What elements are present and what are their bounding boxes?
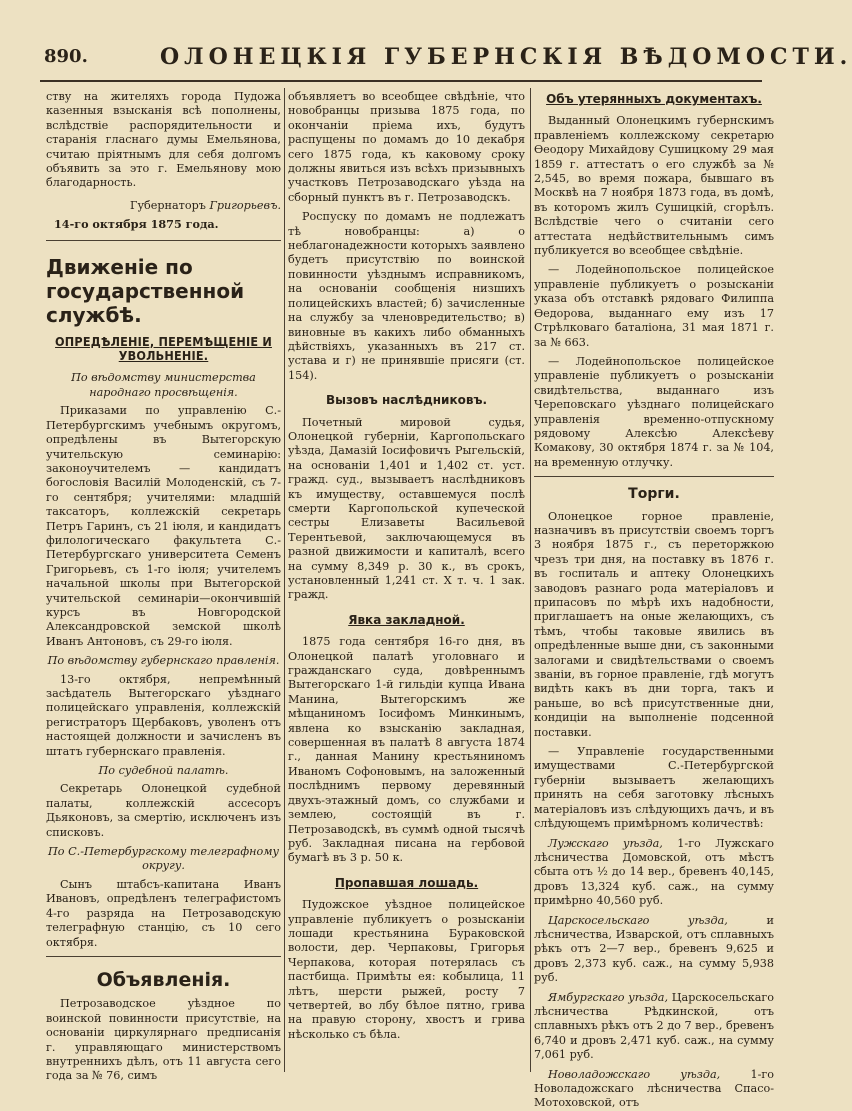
paragraph: 13-го октября, непремѣнный засѣдатель Вытегорскаго уѣзднаго полицейскаго управленія, коллежскій регистраторъ Щербаковъ, уволенъ отъ настоящей должности и зачисленъ въ штатъ губернскаго правленія. (46, 672, 281, 758)
signature-title: Губернаторъ (130, 198, 206, 212)
divider (46, 240, 281, 241)
section-heading: Объ утерянныхъ документахъ. (546, 92, 762, 106)
signature-name: Григорьевъ. (209, 198, 281, 212)
column-divider-1 (284, 88, 285, 1072)
paragraph: Выданный Олонецкимъ губернскимъ правленіемъ коллежскому секретарю Ѳеодору Михайдову Сушицкому 29 мая 1859 г. аттестатъ о его службѣ за № 2,545, во время пожара, бывшаго въ Москвѣ на 7 ноября 1873 года, въ домѣ, въ которомъ жилъ Сушицкій, сгорѣлъ. Вслѣдствіе чего о считаніи сего аттестата недѣйствительнымъ симъ публикуется во всеобщее свѣдѣніе. (534, 114, 774, 258)
paragraph-text: Царскосельскаго лѣсничества Рѣдкинской, отъ сплавныхъ рѣкъ отъ 2 до 7 вер., бревенъ 6,740 и дровъ 2,471 куб. саж., на сумму 7,061 руб. (534, 990, 774, 1062)
section-heading: Вызовъ наслѣдниковъ. (325, 393, 488, 408)
column-3 (534, 90, 775, 1110)
column-divider-2 (530, 88, 531, 1072)
section-heading: Пропавшая лошадь. (334, 875, 479, 890)
district-name: Царскосельскаго уѣзда, (548, 913, 728, 927)
paragraph (534, 837, 774, 909)
paragraph: Сынъ штабсъ-капитана Иванъ Ивановъ, опредѣленъ телеграфистомъ 4-го разряда на Петрозаводскую телеграфную станцію, съ 10 сего октября. (46, 877, 281, 949)
date-line: 14-го октября 1875 года. (54, 217, 219, 232)
paragraph: 1875 года сентября 16-го дня, въ Олонецкой палатѣ уголовнаго и гражданскаго суда, довѣреннымъ Вытегорскаго 1-й гильдіи купца Ивана Манина, Вытегорскимъ же мѣщаниномъ Іосифомъ Минкинымъ, явлена ко взысканію закладная, совершенная въ палатѣ 8 августа 1874 г., данная Манину крестьяниномъ Иваномъ Софоновымъ, на заложенный послѣднимъ первому деревянный двухъ-этажный домъ, со службами и землею, состоящій въ г. Петрозаводскѣ, въ суммѣ одной тысячѣ руб. Закладная писана на гербовой бумагѣ въ 3 р. 50 к. (288, 635, 525, 865)
page-number: 890. (44, 46, 88, 67)
paragraph (534, 991, 774, 1063)
paragraph: Петрозаводское уѣздное по воинской повинности присутствіе, на основаніи циркулярнаго предписанія г. управляющаго министерствомъ внутреннихъ дѣлъ, отъ 11 августа сего года за № 76, симъ (46, 997, 281, 1083)
paragraph: Приказами по управленію С.-Петербургскимъ учебнымъ округомъ, опредѣлены въ Вытегорскую учительскую семинарію: законоучителемъ — кандидатъ богословія Василій Молоденскій, съ 7-го сентября; учителями: младшій таксаторъ, коллежскій секретарь Петръ Гаринъ, съ 21 іюля, и кандидатъ филологическаго факультета С.-Петербургскаго университета Семенъ Григорьевъ, съ 1-го іюля; учителемъ начальной школы при Вытегорской учительской семинаріи—окончившій курсъ въ Новгородской Александровской земской школѣ Иванъ Антоновъ, съ 29-го іюля. (46, 404, 281, 648)
section-title: Движеніе по государственной службѣ. (46, 254, 245, 327)
header-rule (40, 80, 762, 82)
district-name: Лужскаго уѣзда, (548, 836, 663, 850)
paragraph: — Лодейнопольское полицейское управленіе публикуетъ о розысканіи указа объ отставкѣ рядоваго Филиппа Ѳедорова, выданнаго ему изъ 17 Стрѣлковаго баталіона, 31 мая 1871 г. за № 663. (534, 263, 774, 349)
paragraph-text: 1-го Лужскаго лѣсничества Домовской, отъ мѣстъ сбыта отъ ½ до 14 вер., бревенъ 40,145, дровъ 13,324 куб. саж., на сумму примѣрно 40,560 руб. (534, 836, 774, 908)
divider (534, 476, 774, 477)
paragraph: Почетный мировой судья, Олонецкой губерніи, Каргопольскаго уѣзда, Дамазій Іосифовичъ Рыгельскій, на основаніи 1,401 и 1,402 ст. уст. гражд. суд., вызываетъ наслѣдниковъ къ имуществу, оставшемуся послѣ смерти Каргопольской купеческой сестры Елизаветы Васильевой Терентьевой, заключающемуся въ разной движимости и капиталѣ, всего на сумму 8,349 р. 30 к., въ срокъ, установленный 1,241 ст. X т. ч. 1 зак. гражд. (288, 415, 525, 602)
paragraph: — Управленіе государственными имуществами С.-Петербургской губерніи вызываетъ желающихъ принять на себя заготовку лѣсныхъ матеріаловъ изъ слѣдующихъ дачъ, и въ слѣдующемъ примѣрномъ количествѣ: (534, 745, 774, 831)
paragraph: Роспуску по домамъ не подлежатъ тѣ новобранцы: а) о неблагонадежности которыхъ заявлено будетъ присутствію по воинской повинности уѣзднымъ исправникомъ, на основаніи сообщенія низшихъ полицейскихъ властей; б) зачисленные на службу за членовредительство; в) виновные въ какихъ либо обманныхъ дѣйствіяхъ, указанныхъ въ 217 ст. устава и г) не принявшіе присяги (ст. 154). (288, 210, 525, 382)
section-subtitle: ОПРЕДѢЛЕНІЕ, ПЕРЕМѢЩЕНІЕ И УВОЛЬНЕНІЕ. (55, 333, 272, 364)
department-heading: По С.-Петербургскому телеграфному округу. (48, 845, 279, 873)
department-heading: По судебной палатѣ. (98, 764, 229, 778)
newspaper-title: ОЛОНЕЦКІЯ ГУБЕРНСКІЯ ВѢДОМОСТИ. (160, 44, 852, 70)
paragraph: Секретарь Олонецкой судебной палаты, коллежскій ассесоръ Дьяконовъ, за смертію, исключенъ изъ списковъ. (46, 782, 281, 839)
column-1 (46, 90, 281, 1083)
paragraph: ству на жителяхъ города Пудожа казенныя взысканія всѣ пополнены, вслѣдствіе распорядительности и старанія гласнаго думы Емельянова, считаю пріятнымъ для себя долгомъ объявить за это г. Емельянову мою благодарность. (46, 90, 281, 190)
ads-title: Объявленія. (96, 968, 231, 991)
district-name: Новоладожскаго уѣзда, (548, 1067, 721, 1081)
paragraph-text: 1-го Новоладожскаго лѣсничества Спасо-Мотоховской, отъ (534, 1067, 775, 1110)
signature (46, 199, 281, 213)
column-2 (288, 90, 525, 1072)
department-heading: По вѣдомству министерства народнаго просвѣщенія. (71, 371, 256, 399)
section-heading: Явка закладной. (348, 612, 465, 627)
paragraph: Пудожское уѣздное полицейское управленіе публикуетъ о розысканіи лошади крестьянина Бураковской волости, дер. Черпаковы, Григорья Черпакова, которая потерялась съ пастбища. Примѣты ея: кобылица, 11 лѣтъ, шерсти рыжей, росту 7 четвертей, во лбу бѣлое пятно, грива на правую сторону, хвостъ и грива нѣсколько съ бѣла. (288, 898, 525, 1041)
divider (46, 956, 281, 957)
paragraph: Олонецкое горное правленіе, назначивъ въ присутствіи своемъ торгъ 3 ноября 1875 г., съ переторжкою чрезъ три дня, на поставку въ 1876 г. въ госпиталь и аптеку Олонецкихъ заводовъ разнаго рода матеріаловъ и припасовъ по мѣрѣ ихъ надобности, приглашаетъ на оные желающихъ, съ тѣмъ, чтобы таковые явились въ опредѣленные выше дни, съ законными залогами и свидѣтельствами о своемъ званіи, въ горное правленіе, гдѣ могутъ видѣть какъ въ дни торга, такъ и раньше, во всѣ присутственные дни, кондиціи на выполненіе подсенной поставки. (534, 509, 774, 739)
section-heading: Торги. (628, 486, 680, 503)
paragraph (534, 914, 774, 986)
paragraph: объявляетъ во всеобщее свѣдѣніе, что новобранцы призыва 1875 года, по окончаніи пріема ихъ, будутъ распущены по домамъ до 10 декабря сего 1875 года, къ каковому сроку должны явиться изъ всѣхъ призывныхъ участковъ Петрозаводскаго уѣзда на сборный пунктъ въ г. Петрозаводскъ. (288, 90, 525, 204)
paragraph-text: и лѣсничества, Изварской, отъ сплавныхъ рѣкъ отъ 2—7 вер., бревенъ 9,625 и дровъ 2,373 куб. саж., на сумму 5,938 руб. (534, 913, 774, 985)
department-heading: По вѣдомству губернскаго правленія. (47, 654, 280, 668)
paragraph (534, 1068, 774, 1111)
page-header (0, 0, 852, 90)
district-name: Ямбургскаго уѣзда, (548, 990, 669, 1004)
paragraph: — Лодейнопольское полицейское управленіе публикуетъ о розысканіи свидѣтельства, выданнаго изъ Череповскаго уѣзднаго полицейскаго управленія временно-отпускному рядовому Алексѣю Алексѣеву Комакову, 30 октября 1874 г. за № 104, на временную отлучку. (534, 354, 774, 469)
